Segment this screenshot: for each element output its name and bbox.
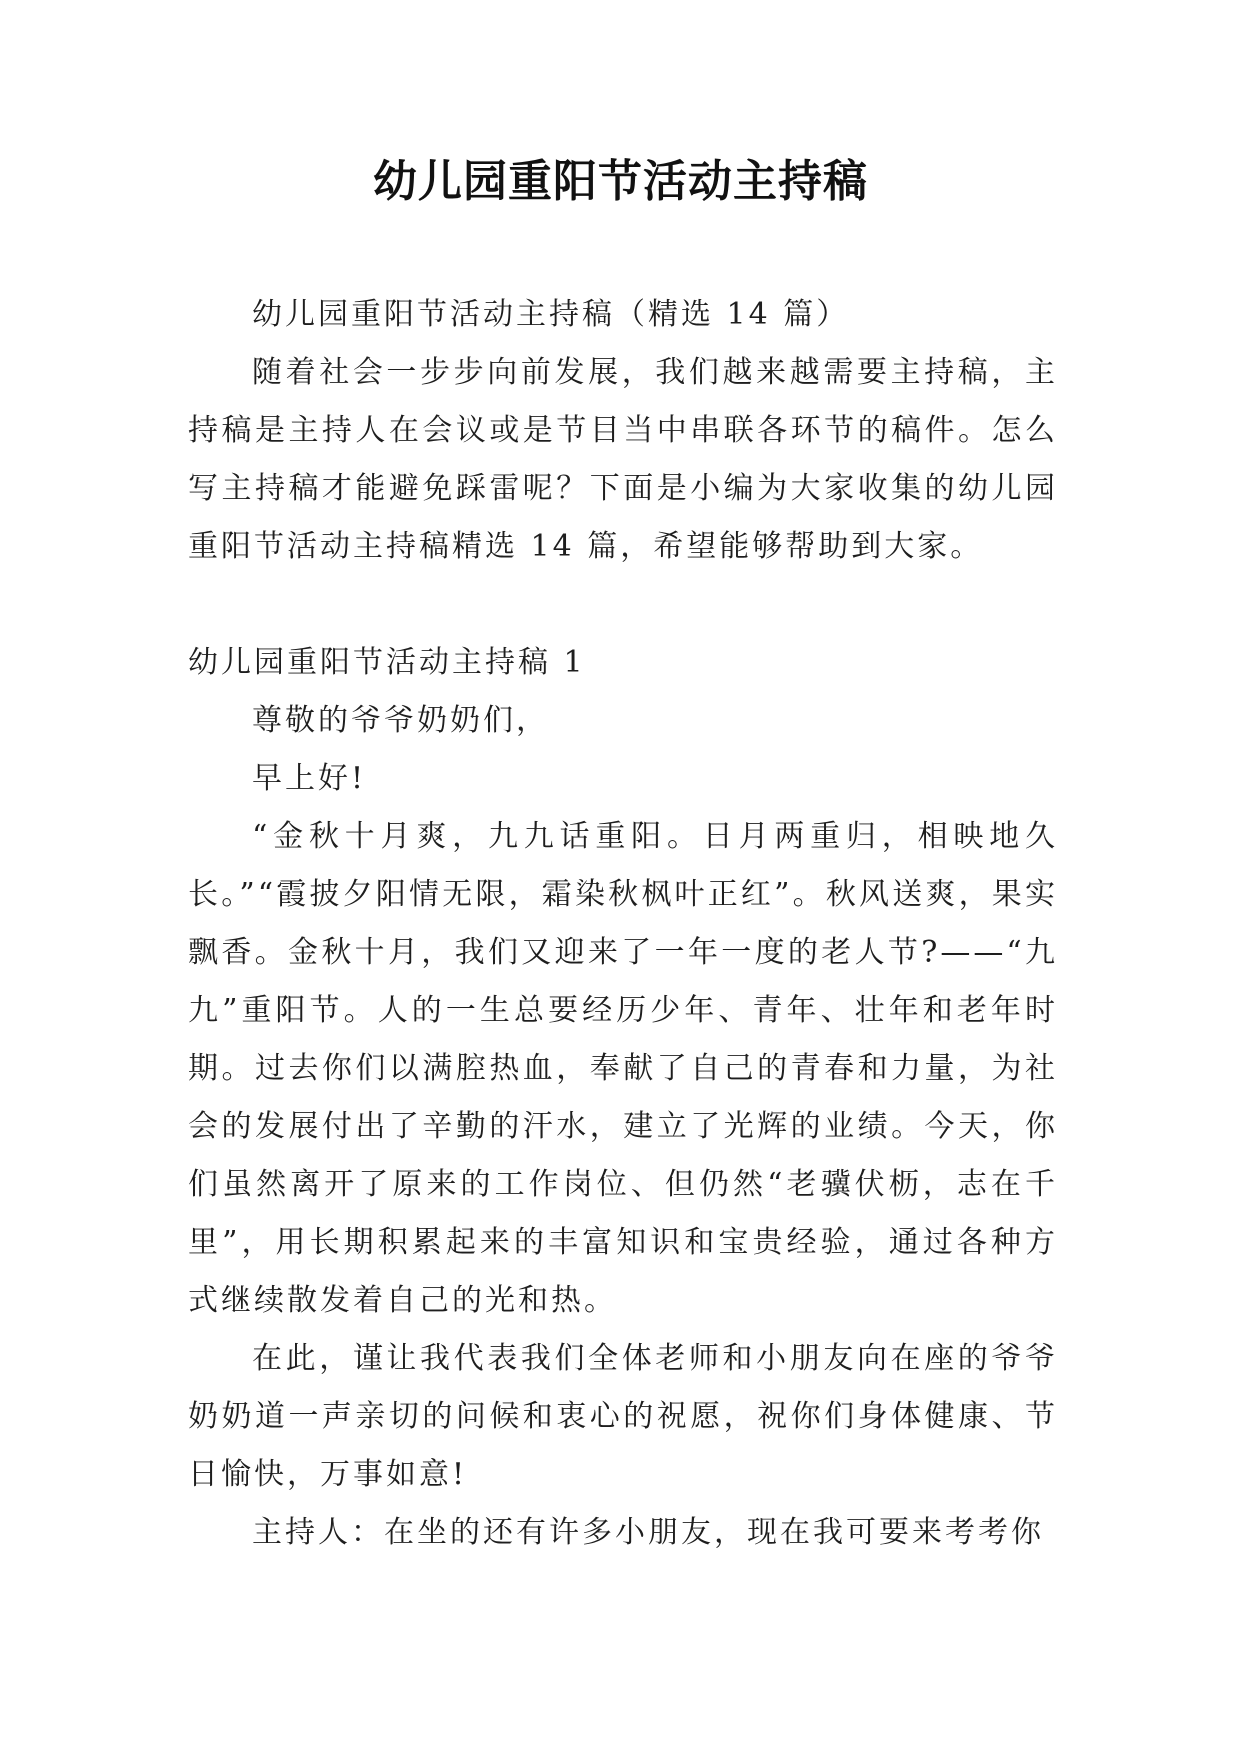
document-title: 幼儿园重阳节活动主持稿 bbox=[373, 156, 868, 207]
body-paragraph: 在此，谨让我代表我们全体老师和小朋友向在座的爷爷奶奶道一声亲切的问候和衷心的祝愿，祝你们身体健康、节日愉快，万事如意! bbox=[188, 1341, 1058, 1492]
body-paragraph: 主持人：在坐的还有许多小朋友，现在我可要来考考你 bbox=[252, 1515, 1044, 1550]
document-body bbox=[188, 286, 1058, 1562]
salutation-paragraph: 尊敬的爷爷奶奶们， bbox=[252, 703, 549, 738]
document-subtitle: 幼儿园重阳节活动主持稿（精选 14 篇） bbox=[252, 297, 850, 332]
section-heading: 幼儿园重阳节活动主持稿 1 bbox=[188, 645, 586, 680]
intro-paragraph: 随着社会一步步向前发展，我们越来越需要主持稿，主持稿是主持人在会议或是节目当中串联各环节的稿件。怎么写主持稿才能避免踩雷呢？下面是小编为大家收集的幼儿园重阳节活动主持稿精选 14 篇，希望能够帮助到大家。 bbox=[188, 355, 1058, 564]
greeting-paragraph: 早上好! bbox=[252, 761, 367, 796]
body-paragraph: “金秋十月爽，九九话重阳。日月两重归，相映地久长。”“霞披夕阳情无限，霜染秋枫叶正红”。秋风送爽，果实飘香。金秋十月，我们又迎来了一年一度的老人节?——“九九”重阳节。人的一生总要经历少年、青年、壮年和老年时期。过去你们以满腔热血，奉献了自己的青春和力量，为社会的发展付出了辛勤的汗水，建立了光辉的业绩。今天，你们虽然离开了原来的工作岗位、但仍然“老骥伏枥，志在千里”，用长期积累起来的丰富知识和宝贵经验，通过各种方式继续散发着自己的光和热。 bbox=[188, 819, 1058, 1318]
